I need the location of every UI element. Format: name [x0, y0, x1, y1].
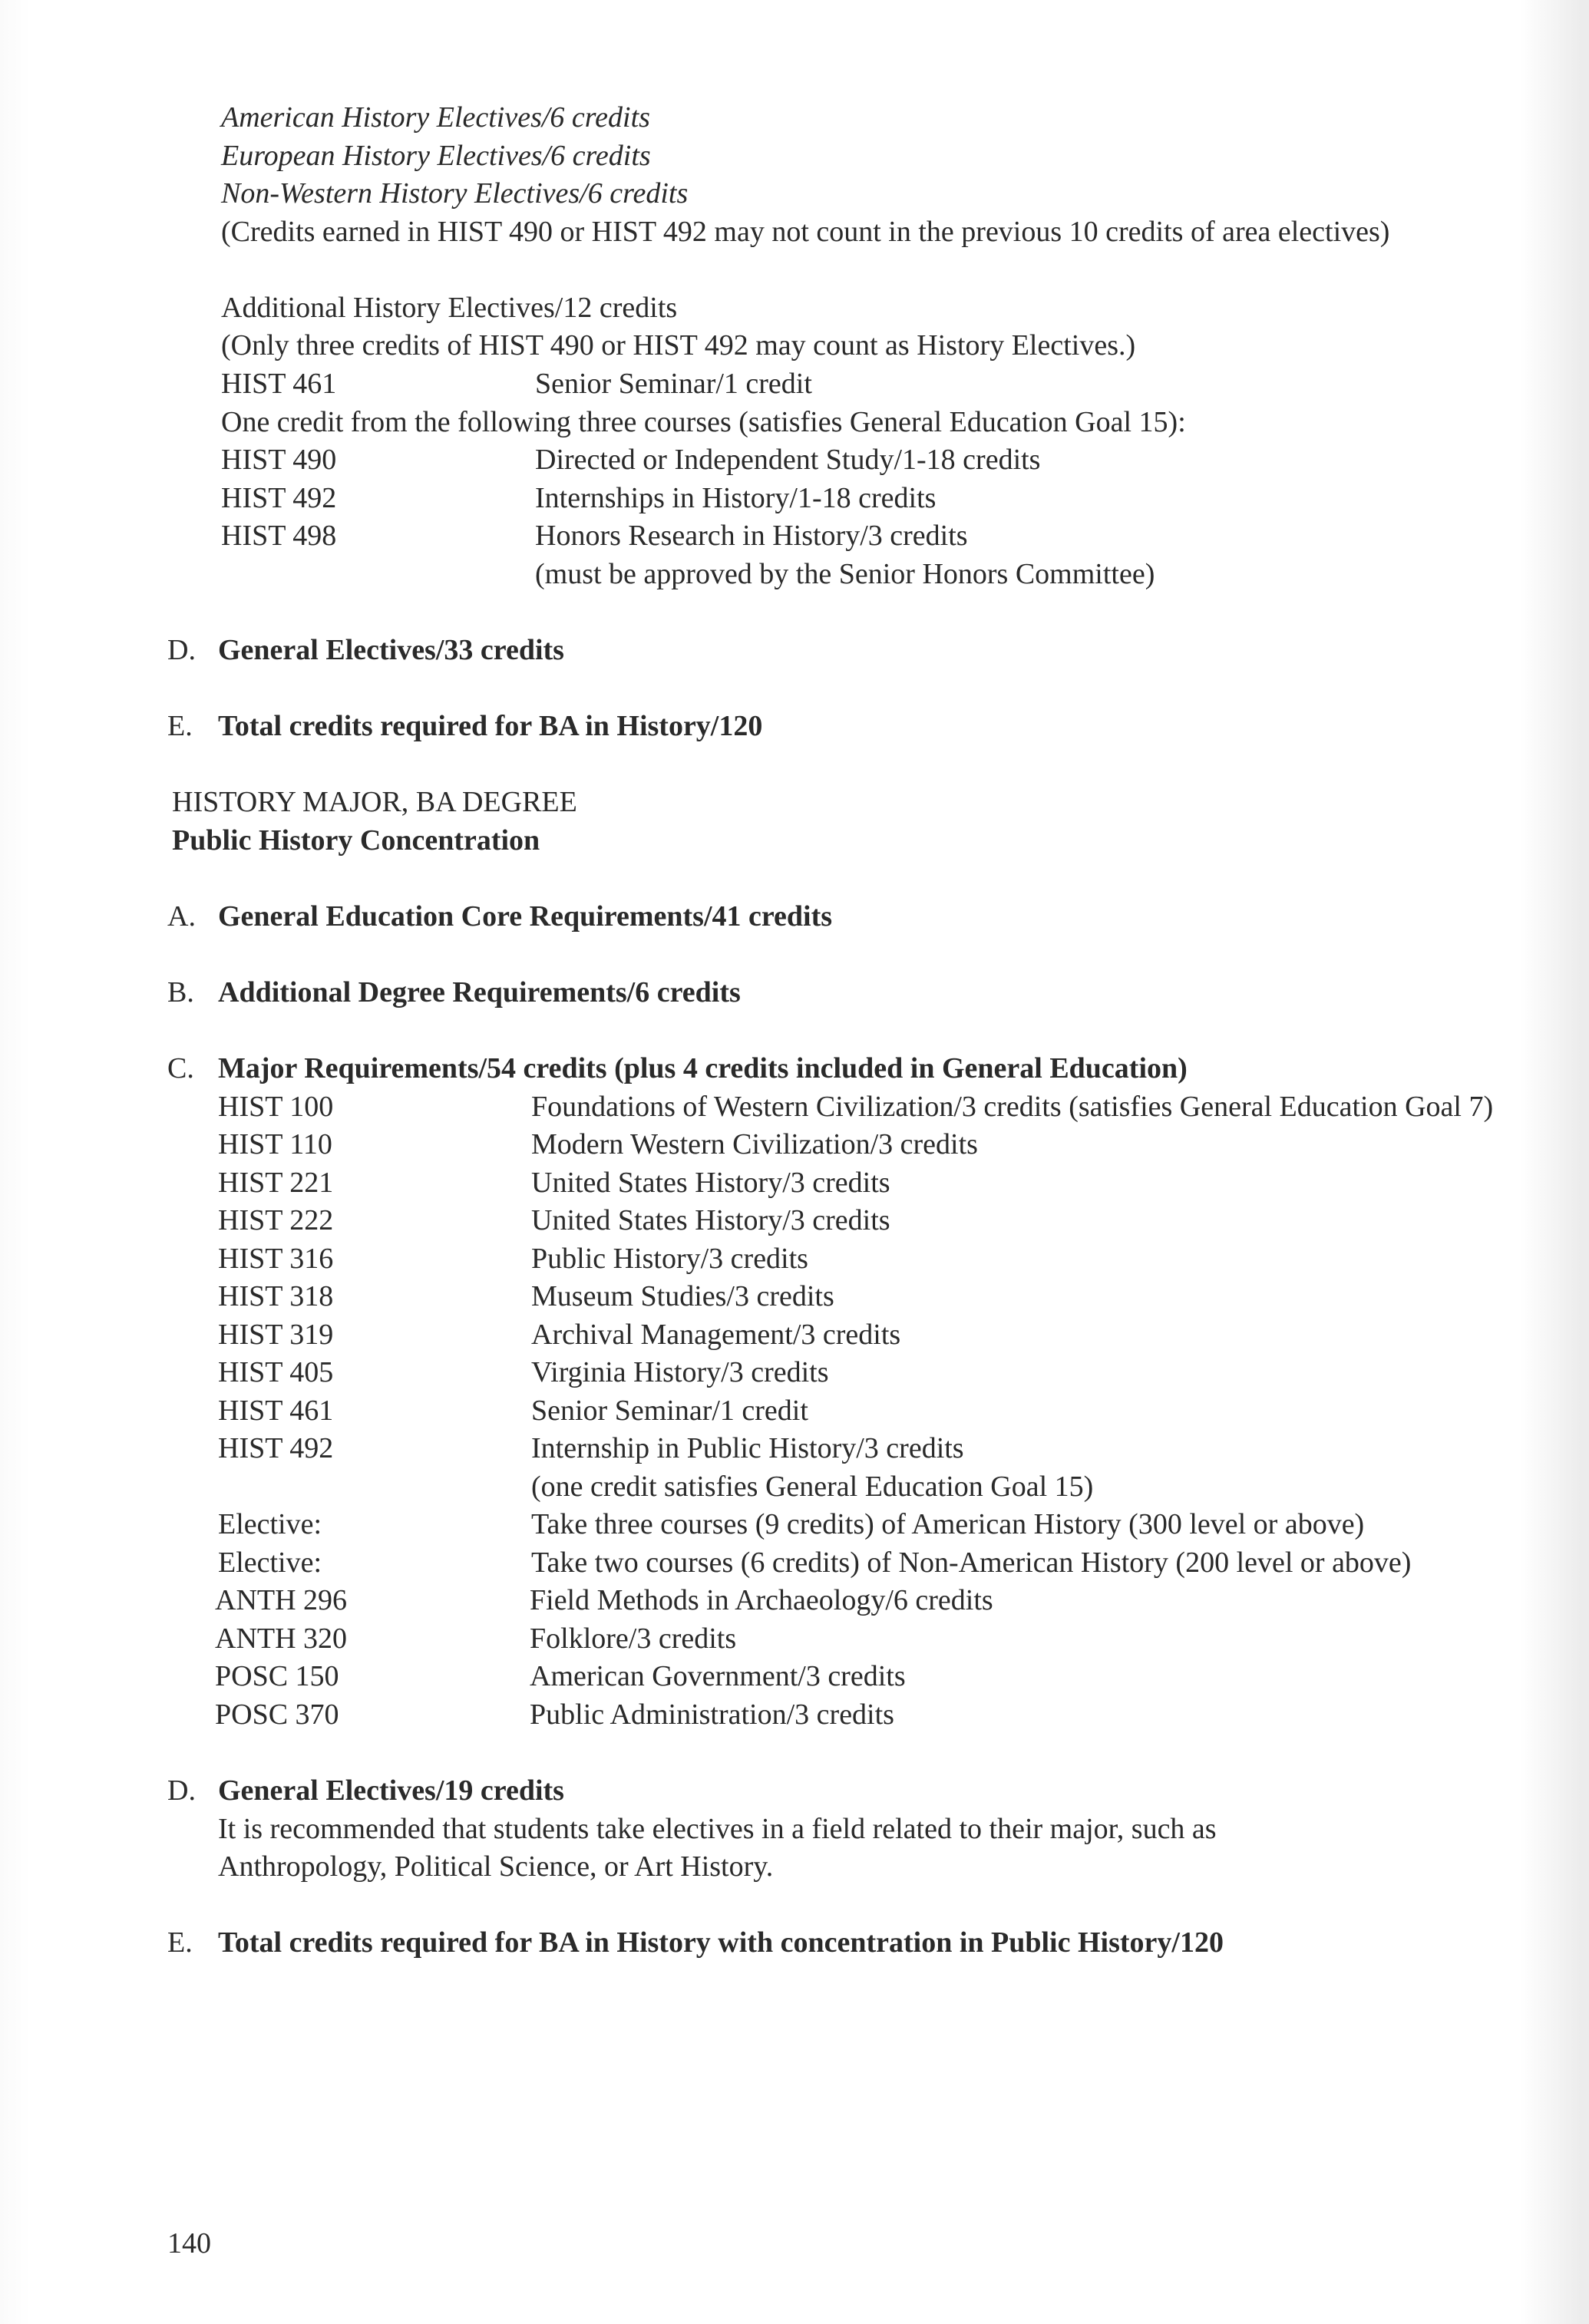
additional-electives-title: Additional History Electives/12 credits [221, 292, 678, 324]
course-title: Senior Seminar/1 credit [531, 1395, 808, 1427]
major-title: HISTORY MAJOR, BA DEGREE [172, 786, 577, 818]
page-number: 140 [167, 2227, 211, 2260]
section-d2-note-line2: Anthropology, Political Science, or Art History. [218, 1850, 774, 1883]
course-code: HIST 319 [218, 1319, 334, 1351]
course-code: HIST 405 [218, 1356, 334, 1388]
course-code: HIST 461 [218, 1395, 334, 1427]
course-title: Public Administration/3 credits [530, 1698, 894, 1731]
course-code: Elective: [218, 1547, 322, 1579]
course-title: Field Methods in Archaeology/6 credits [530, 1584, 993, 1616]
section-c-heading: Major Requirements/54 credits (plus 4 credits included in General Education) [218, 1052, 1188, 1084]
option-code: HIST 490 [221, 444, 337, 476]
section-c-letter: C. [167, 1052, 194, 1084]
section-a-heading: General Education Core Requirements/41 credits [218, 900, 833, 933]
section-d2-heading: General Electives/19 credits [218, 1774, 564, 1807]
course-title: Take two courses (6 credits) of Non-American History (200 level or above) [531, 1547, 1412, 1579]
course-title: Archival Management/3 credits [531, 1319, 901, 1351]
section-b-heading: Additional Degree Requirements/6 credits [218, 976, 741, 1008]
section-b-letter: B. [167, 976, 194, 1008]
course-title: Foundations of Western Civilization/3 credits (satisfies General Education Goal 7) [531, 1091, 1494, 1123]
additional-electives-note: (Only three credits of HIST 490 or HIST 492 may count as History Electives.) [221, 329, 1136, 361]
course-title: Virginia History/3 credits [531, 1356, 829, 1388]
internship-note: (one credit satisfies General Education Goal 15) [531, 1471, 1094, 1503]
course-code: HIST 221 [218, 1167, 334, 1199]
section-d-heading: General Electives/33 credits [218, 634, 564, 666]
section-e-letter: E. [167, 710, 193, 742]
senior-seminar-code: HIST 461 [221, 368, 337, 400]
option-title: Internships in History/1-18 credits [535, 482, 937, 514]
major-subtitle: Public History Concentration [172, 824, 540, 857]
american-history-electives: American History Electives/6 credits [221, 101, 650, 134]
course-title: Public History/3 credits [531, 1243, 808, 1275]
course-title: Folklore/3 credits [530, 1623, 737, 1655]
course-code: ANTH 296 [215, 1584, 348, 1616]
one-credit-intro: One credit from the following three courses (satisfies General Education Goal 15): [221, 406, 1186, 438]
non-western-history-electives: Non-Western History Electives/6 credits [221, 177, 689, 210]
course-code: HIST 100 [218, 1091, 334, 1123]
course-title: United States History/3 credits [531, 1167, 890, 1199]
course-code: ANTH 320 [215, 1623, 348, 1655]
course-code: HIST 110 [218, 1128, 332, 1160]
course-title: Take three courses (9 credits) of American History (300 level or above) [531, 1508, 1365, 1540]
course-title: Modern Western Civilization/3 credits [531, 1128, 978, 1160]
honors-note: (must be approved by the Senior Honors Committee) [535, 558, 1155, 590]
course-title: Museum Studies/3 credits [531, 1280, 834, 1312]
section-d2-note-line1: It is recommended that students take electives in a field related to their major, such as [218, 1813, 1217, 1845]
course-code: HIST 318 [218, 1280, 334, 1312]
course-code: HIST 316 [218, 1243, 334, 1275]
option-title: Honors Research in History/3 credits [535, 520, 968, 552]
course-code: HIST 222 [218, 1204, 334, 1236]
option-code: HIST 498 [221, 520, 337, 552]
course-code: POSC 150 [215, 1660, 339, 1692]
option-code: HIST 492 [221, 482, 337, 514]
course-code: HIST 492 [218, 1432, 334, 1464]
section-a-letter: A. [167, 900, 196, 933]
course-title: United States History/3 credits [531, 1204, 890, 1236]
european-history-electives: European History Electives/6 credits [221, 140, 651, 172]
option-title: Directed or Independent Study/1-18 credits [535, 444, 1041, 476]
course-title: American Government/3 credits [530, 1660, 906, 1692]
section-d2-letter: D. [167, 1774, 196, 1807]
section-e2-letter: E. [167, 1926, 193, 1959]
section-e-heading: Total credits required for BA in History/120 [218, 710, 763, 742]
course-code: POSC 370 [215, 1698, 339, 1731]
section-d-letter: D. [167, 634, 196, 666]
course-title: Internship in Public History/3 credits [531, 1432, 964, 1464]
course-code: Elective: [218, 1508, 322, 1540]
area-electives-note: (Credits earned in HIST 490 or HIST 492 may not count in the previous 10 credits of area electives) [221, 216, 1390, 248]
section-e2-heading: Total credits required for BA in History with concentration in Public History/120 [218, 1926, 1224, 1959]
senior-seminar-title: Senior Seminar/1 credit [535, 368, 812, 400]
